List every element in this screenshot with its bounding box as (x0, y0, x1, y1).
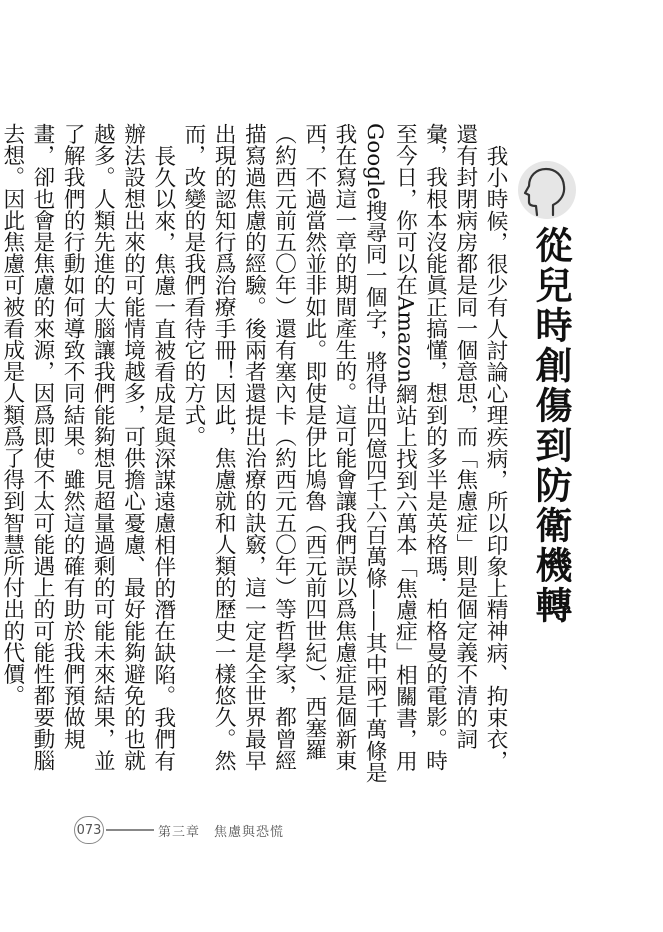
paragraph-2: 長久以來，焦慮一直被看成是與深謀遠慮相伴的潛在缺陷。我們有辦法設想出來的可能情境越多，可供擔心憂慮、最好能夠避免的也就越多。人類先進的大腦讓我們能夠想見超量過剩的可能未來結果，並了解我們的行動如何導致不同結果。雖然這的確有助於我們預做規畫，卻也會是焦慮的來源，因爲即使不太可能遇上的可能性都要動腦去想。因此焦慮可被看成是人類爲了得到智慧所付出的代價。 (0, 123, 176, 771)
page-number: 073 (74, 816, 104, 844)
head-profile-icon (517, 160, 577, 222)
paragraph-1: 我小時候，很少有人討論心理疾病，所以印象上精神病、拘束衣，還有封閉病房都是同一個意思，而「焦慮症」則是個定義不清的詞彙，我根本沒能眞正搞懂，想到的多半是英格瑪．柏格曼的電影。時至今日，你可以在Amazon網站上找到六萬本「焦慮症」相關書，用Google搜尋同一個字，將得出四億四千六百萬條——其中兩千萬條是我在寫這一章的期間產生的。這可能會讓我們誤以爲焦慮症是個新東西，不過當然並非如此。即使是伊比鳩魯（西元前四世紀）、西塞羅（約西元前五〇年）還有塞內卡（約西元五〇年）等哲學家，都曾經描寫過焦慮的經驗。後兩者還提出治療的訣竅，這一定是全世界最早出現的認知行爲治療手冊！因此，焦慮就和人類的歷史一樣悠久。然而，改變的是我們看待它的方式。 (180, 123, 508, 783)
footer-divider (106, 829, 154, 831)
body-text (0, 123, 510, 783)
chapter-title: 第三章 焦慮與恐慌 (158, 824, 285, 840)
section-heading: 從兒時創傷到防衛機轉 (529, 226, 572, 626)
page-footer (74, 815, 284, 845)
